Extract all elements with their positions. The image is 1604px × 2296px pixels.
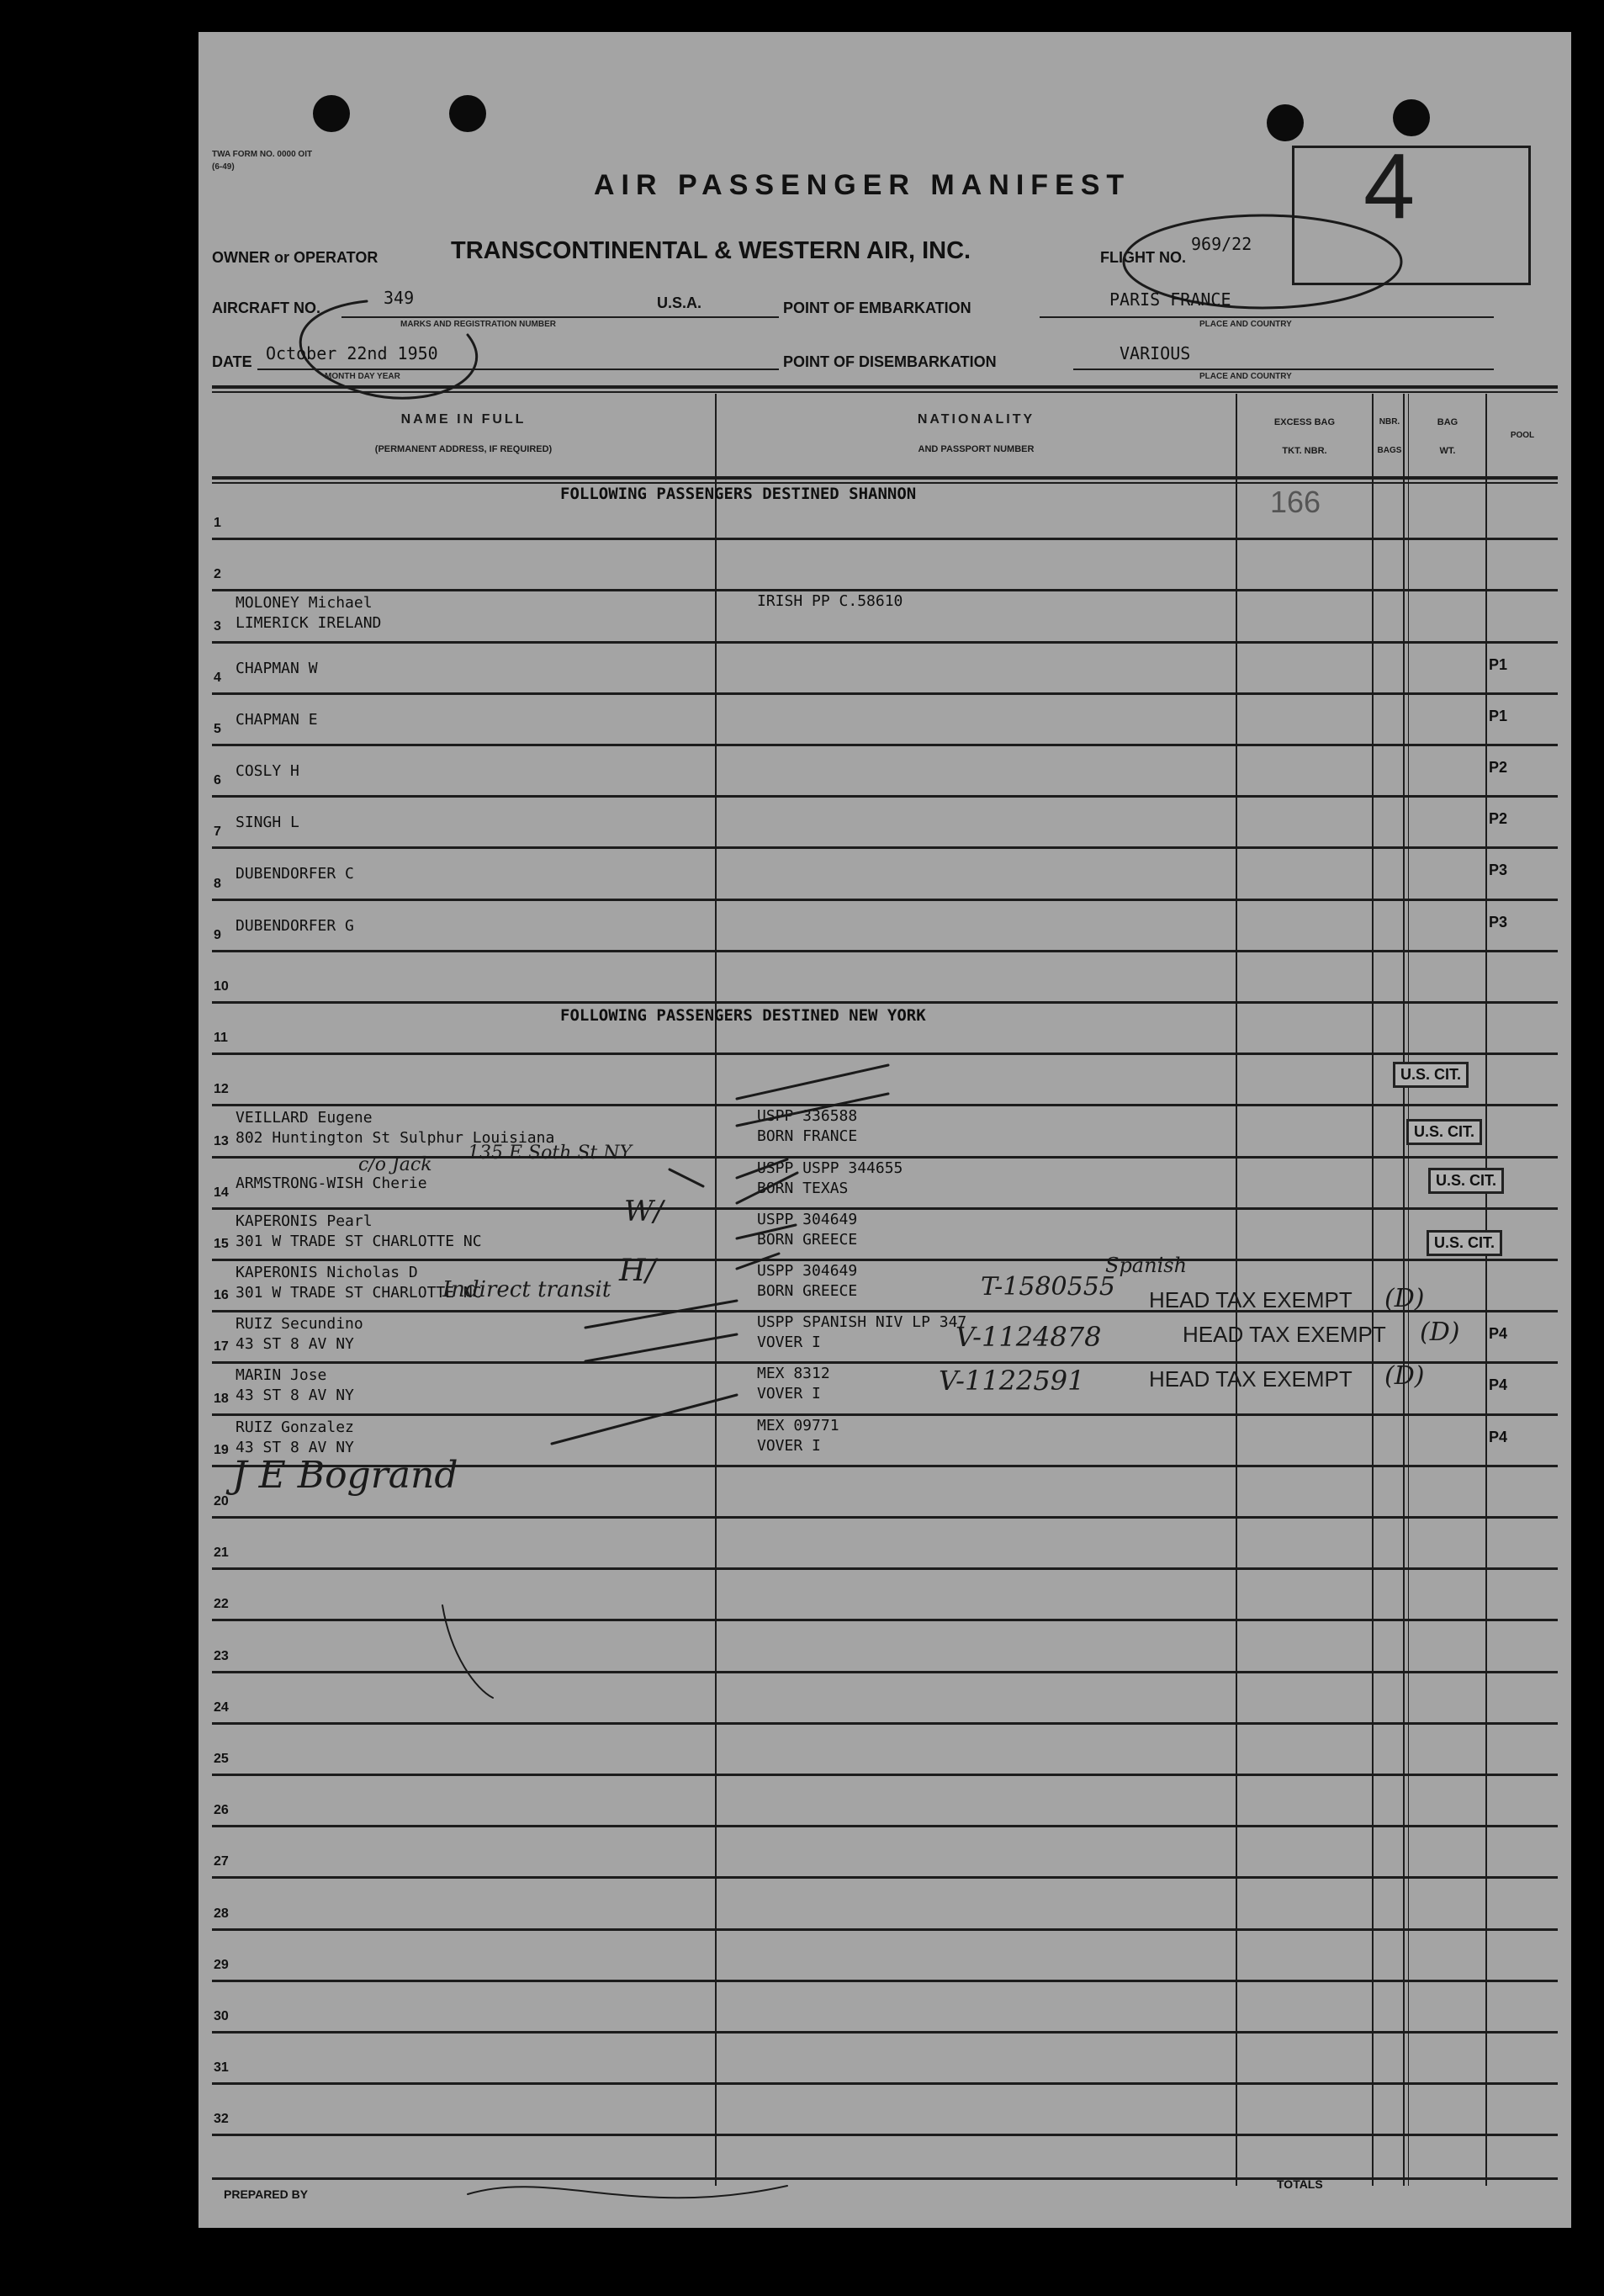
row-number: 31	[214, 2060, 229, 2075]
row-number: 1	[214, 516, 221, 530]
row-number: 27	[214, 1854, 229, 1869]
passenger-pool: P2	[1489, 810, 1508, 827]
passenger-birthplace: VOVER I	[757, 1437, 821, 1455]
owner-value: TRANSCONTINENTAL & WESTERN AIR, INC.	[451, 237, 971, 264]
us-cit-stamp: U.S. CIT.	[1406, 1119, 1482, 1145]
row-number: 19	[214, 1443, 229, 1457]
passenger-name: CHAPMAN W	[236, 660, 318, 677]
row-number: 29	[214, 1958, 229, 1972]
col-nbr-bags-sub: BAGS	[1377, 446, 1402, 455]
us-cit-stamp: U.S. CIT.	[1393, 1062, 1469, 1088]
row-number: 26	[214, 1803, 229, 1817]
row-number: 4	[214, 671, 221, 685]
passenger-pool: P4	[1489, 1429, 1508, 1445]
row-number: 30	[214, 2009, 229, 2023]
passenger-birthplace: BORN GREECE	[757, 1231, 858, 1249]
section-shannon: FOLLOWING PASSENGERS DESTINED SHANNON	[560, 485, 917, 503]
footer-rule	[212, 2177, 1558, 2180]
passenger-name: VEILLARD Eugene	[236, 1109, 373, 1127]
passenger-name: DUBENDORFER C	[236, 865, 354, 883]
col-excess-bag-sub: TKT. NBR.	[1282, 446, 1327, 456]
handwritten-spanish: Spanish	[1105, 1254, 1188, 1277]
aircraft-value: 349	[384, 288, 415, 308]
passenger-birthplace: BORN TEXAS	[757, 1180, 849, 1197]
passenger-nationality: USPP USPP 344655	[757, 1159, 903, 1177]
row-number: 2	[214, 567, 221, 581]
handwritten-v-number: V-1124878	[956, 1321, 1102, 1353]
row-number: 6	[214, 773, 221, 787]
embark-label: POINT OF EMBARKATION	[783, 300, 971, 316]
col-nbr-bags-header: NBR.	[1379, 417, 1400, 427]
flight-label: FLIGHT NO.	[1100, 249, 1186, 266]
passenger-nationality: USPP 304649	[757, 1211, 858, 1228]
flight-value: 969/22	[1191, 234, 1252, 254]
aircraft-country: U.S.A.	[657, 294, 702, 311]
row-number: 14	[214, 1185, 229, 1200]
aircraft-label: AIRCRAFT NO.	[212, 300, 320, 316]
date-label: DATE	[212, 353, 252, 370]
row-number: 10	[214, 979, 229, 994]
passenger-birthplace: VOVER I	[757, 1385, 821, 1403]
disembark-value: VARIOUS	[1120, 343, 1191, 363]
handwritten-signature: J E Bogrand	[232, 1454, 458, 1497]
owner-label: OWNER or OPERATOR	[212, 249, 379, 266]
section-new-york: FOLLOWING PASSENGERS DESTINED NEW YORK	[560, 1006, 926, 1025]
passenger-pool: P4	[1489, 1325, 1508, 1342]
passenger-pool: P1	[1489, 708, 1508, 724]
passenger-name: DUBENDORFER G	[236, 917, 354, 935]
passenger-address: 43 ST 8 AV NY	[236, 1335, 354, 1353]
form-code-date: (6-49)	[212, 162, 235, 172]
handwritten-w-mark: W/	[624, 1195, 664, 1228]
totals-label: TOTALS	[1277, 2177, 1323, 2191]
passenger-birthplace: BORN FRANCE	[757, 1127, 858, 1145]
row-number: 17	[214, 1339, 229, 1354]
us-cit-stamp: U.S. CIT.	[1427, 1230, 1502, 1256]
page-title: AIR PASSENGER MANIFEST	[594, 169, 1131, 201]
page-number: 4	[1363, 135, 1416, 238]
passenger-pool: P3	[1489, 914, 1508, 931]
col-name-sub: (PERMANENT ADDRESS, IF REQUIRED)	[374, 444, 553, 454]
passenger-nationality: USPP 304649	[757, 1262, 858, 1280]
disembark-label: POINT OF DISEMBARKATION	[783, 353, 997, 370]
col-name-header: NAME IN FULL	[400, 412, 527, 427]
prepared-by-label: PREPARED BY	[224, 2187, 309, 2201]
col-bag-wt-sub: WT.	[1439, 446, 1456, 456]
handwritten-v-number: V-1122591	[939, 1365, 1085, 1397]
ink-strokes-icon	[199, 32, 1571, 2228]
handwritten-address: 135 E Soth St NY	[468, 1143, 633, 1164]
handwritten-t-number: T-1580555	[981, 1272, 1115, 1302]
passenger-address: LIMERICK IRELAND	[236, 614, 382, 632]
handwritten-indirect-transit: Indirect transit	[442, 1277, 611, 1302]
manifest-sheet	[199, 32, 1571, 2228]
passenger-name: SINGH L	[236, 814, 299, 831]
col-pool-header: POOL	[1510, 431, 1535, 440]
head-tax-mark: (D)	[1384, 1361, 1425, 1391]
col-nationality-sub: AND PASSPORT NUMBER	[918, 444, 1035, 454]
row-number: 16	[214, 1288, 229, 1302]
date-sub: MONTH DAY YEAR	[325, 372, 400, 381]
embark-sub: PLACE AND COUNTRY	[1199, 320, 1292, 329]
head-tax-exempt-stamp: HEAD TAX EXEMPT	[1149, 1287, 1353, 1312]
passenger-pool: P4	[1489, 1376, 1508, 1393]
col-bag-wt-header: BAG	[1437, 417, 1458, 427]
row-number: 24	[214, 1700, 229, 1715]
stamp-166: 166	[1270, 485, 1321, 519]
aircraft-sub: MARKS AND REGISTRATION NUMBER	[400, 320, 556, 329]
passenger-pool: P1	[1489, 656, 1508, 673]
passenger-address: 802 Huntington St Sulphur Louisiana	[236, 1129, 555, 1147]
row-number: 23	[214, 1649, 229, 1663]
passenger-nationality: MEX 09771	[757, 1417, 839, 1434]
passenger-pool: P2	[1489, 759, 1508, 776]
passenger-address: 301 W TRADE ST CHARLOTTE NC	[236, 1233, 482, 1250]
passenger-address: 43 ST 8 AV NY	[236, 1439, 354, 1456]
head-tax-exempt-stamp: HEAD TAX EXEMPT	[1149, 1366, 1353, 1392]
row-number: 21	[214, 1546, 229, 1560]
row-number: 9	[214, 928, 221, 942]
row-number: 18	[214, 1392, 229, 1406]
col-nationality-header: NATIONALITY	[917, 412, 1035, 427]
passenger-address: 301 W TRADE ST CHARLOTTE NC	[236, 1284, 482, 1302]
row-number: 13	[214, 1134, 229, 1148]
row-number: 20	[214, 1494, 229, 1509]
passenger-name: CHAPMAN E	[236, 711, 318, 729]
date-value: October 22nd 1950	[266, 343, 438, 363]
passenger-nationality: MEX 8312	[757, 1365, 830, 1382]
row-number: 5	[214, 722, 221, 736]
head-tax-mark: (D)	[1420, 1318, 1460, 1347]
passenger-address: 43 ST 8 AV NY	[236, 1387, 354, 1404]
row-number: 11	[214, 1031, 228, 1045]
form-code: TWA FORM NO. 0000 OIT	[212, 150, 313, 159]
us-cit-stamp: U.S. CIT.	[1428, 1168, 1504, 1194]
head-tax-mark: (D)	[1384, 1284, 1425, 1313]
passenger-name: KAPERONIS Nicholas D	[236, 1264, 418, 1281]
row-number: 22	[214, 1597, 229, 1611]
embark-value: PARIS FRANCE	[1109, 289, 1231, 310]
passenger-birthplace: VOVER I	[757, 1334, 821, 1351]
passenger-name: RUIZ Secundino	[236, 1315, 363, 1333]
passenger-pool: P3	[1489, 862, 1508, 878]
row-number: 25	[214, 1752, 229, 1766]
passenger-name: ARMSTRONG-WISH Cherie	[236, 1175, 427, 1192]
handwritten-h-mark: H/	[619, 1254, 656, 1288]
passenger-name: KAPERONIS Pearl	[236, 1212, 373, 1230]
passenger-name: RUIZ Gonzalez	[236, 1418, 354, 1436]
passenger-nationality: USPP 336588	[757, 1107, 858, 1125]
passenger-birthplace: BORN GREECE	[757, 1282, 858, 1300]
handwritten-address-prefix: c/o Jack	[358, 1154, 432, 1175]
passenger-name: COSLY H	[236, 762, 299, 780]
passenger-name: MARIN Jose	[236, 1366, 327, 1384]
col-excess-bag-header: EXCESS BAG	[1273, 417, 1336, 427]
row-number: 15	[214, 1237, 229, 1251]
passenger-nationality: IRISH PP C.58610	[757, 592, 903, 610]
row-number: 7	[214, 825, 221, 839]
row-number: 28	[214, 1906, 229, 1921]
head-tax-exempt-stamp: HEAD TAX EXEMPT	[1183, 1322, 1386, 1347]
disembark-sub: PLACE AND COUNTRY	[1199, 372, 1292, 381]
row-number: 32	[214, 2112, 229, 2126]
row-number: 3	[214, 619, 221, 634]
passenger-name: MOLONEY Michael	[236, 594, 373, 612]
passenger-nationality: USPP SPANISH NIV LP 347	[757, 1313, 967, 1331]
row-number: 12	[214, 1082, 229, 1096]
row-number: 8	[214, 877, 221, 891]
